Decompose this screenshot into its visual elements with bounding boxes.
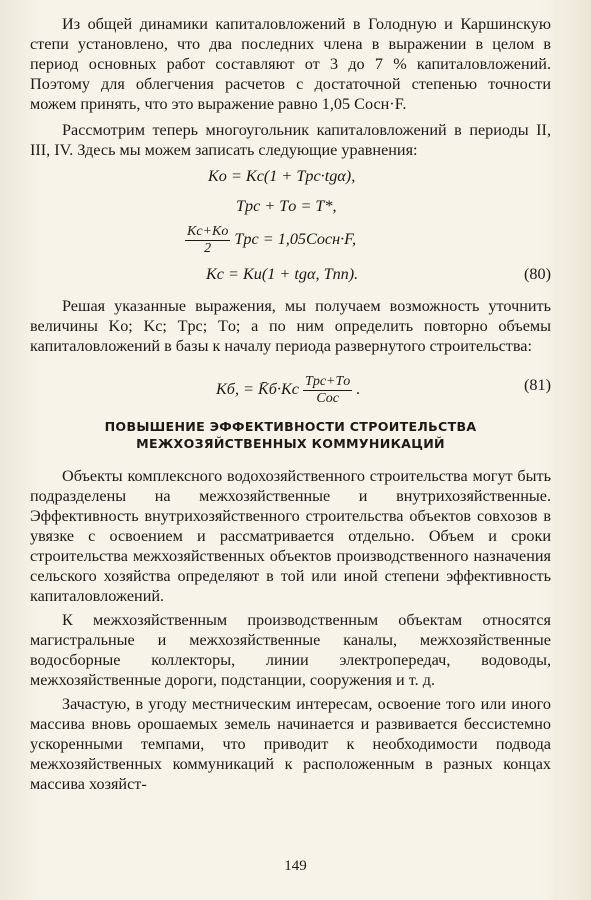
fraction-81-denominator: Cос [316, 391, 339, 406]
paragraph-polygon-intro: Рассмотрим теперь многоугольник капиталовложений в периоды II, III, IV. Здесь мы можем записать следующие уравнения: [30, 121, 551, 159]
equation-kc-body: Kс = Kи(1 + tgα, Tпп). [206, 265, 359, 283]
equation-fraction-rest: Tрс = 1,05Cосн·F, [234, 230, 357, 249]
equation-81 [30, 364, 551, 408]
fraction-kc-ko [185, 224, 230, 257]
paragraph-objects: Объекты комплексного водохозяйственного строительства могут быть подразделены на межхозяйственные и внутрихозяйственные. Эффективность внутрихозяйственного строительства объектов совхозов в увязке с освоением и рассматривается отдельно. Объем и сроки строительства межхозяйственных объектов производственного назначения сельского хозяйства определяют в той или иной степени эффективность капиталовложений. [30, 467, 551, 605]
equation-number-80: (80) [524, 265, 551, 283]
equation-fraction [30, 224, 551, 264]
fraction-denominator: 2 [204, 241, 212, 256]
paragraph-solving: Решая указанные выражения, мы получаем возможность уточнить величины Kо; Kс; Tрс; Tо; а по ним определить повторно объемы капиталовложений в базы к началу периода развернутого строительства: [30, 297, 551, 355]
equation-81-end: . [356, 380, 361, 399]
fraction-trs-to [303, 374, 352, 407]
equation-ko: Kо = Kс(1 + Tрс·tgα), [208, 167, 356, 185]
paragraph-inter-farm-objects: К межхозяйственным производственным объектам относятся магистральные и межхозяйственные каналы, межхозяйственные водосборные коллекторы, линии электропередач, водоводы, межхозяйственные дороги, подстанции, сооружения и т. д. [30, 611, 551, 689]
fraction-81-numerator: Tрс+Tо [305, 374, 351, 389]
section-heading [30, 418, 551, 452]
paragraph-local-interests: Зачастую, в угоду местническим интересам, освоение того или иного массива вновь орошаемых земель начинается и развивается бессистемно ускоренными темпами, что приводит к необходимости подвода межхозяйственных коммуникаций к расположенным в разных концах массива хозяйст- [30, 695, 551, 793]
equation-trs: Tрс + Tо = T*, [236, 197, 337, 215]
page-number: 149 [284, 858, 307, 874]
paragraph-capital-dynamics: Из общей динамики капиталовложений в Голодную и Каршинскую степи установлено, что два последних члена в выражении в целом в период основных работ составляют от 3 до 7 % капиталовложений. Поэтому для облегчения расчетов с достаточной степенью точности можем принять, что это выражение равно 1,05 Cосн·F. [30, 15, 551, 113]
fraction-numerator: Kс+Kо [187, 224, 229, 239]
section-heading-line1: ПОВЫШЕНИЕ ЭФФЕКТИВНОСТИ СТРОИТЕЛЬСТВА [104, 419, 477, 434]
equation-number-81: (81) [524, 376, 551, 394]
equation-81-body [216, 374, 360, 407]
equation-system-80 [30, 166, 551, 290]
section-heading-line2: МЕЖХОЗЯЙСТВЕННЫХ КОММУНИКАЦИЙ [136, 436, 445, 451]
equation-kc [30, 264, 551, 290]
equation-81-left: Kб, = K̄б·Kс [216, 380, 299, 399]
